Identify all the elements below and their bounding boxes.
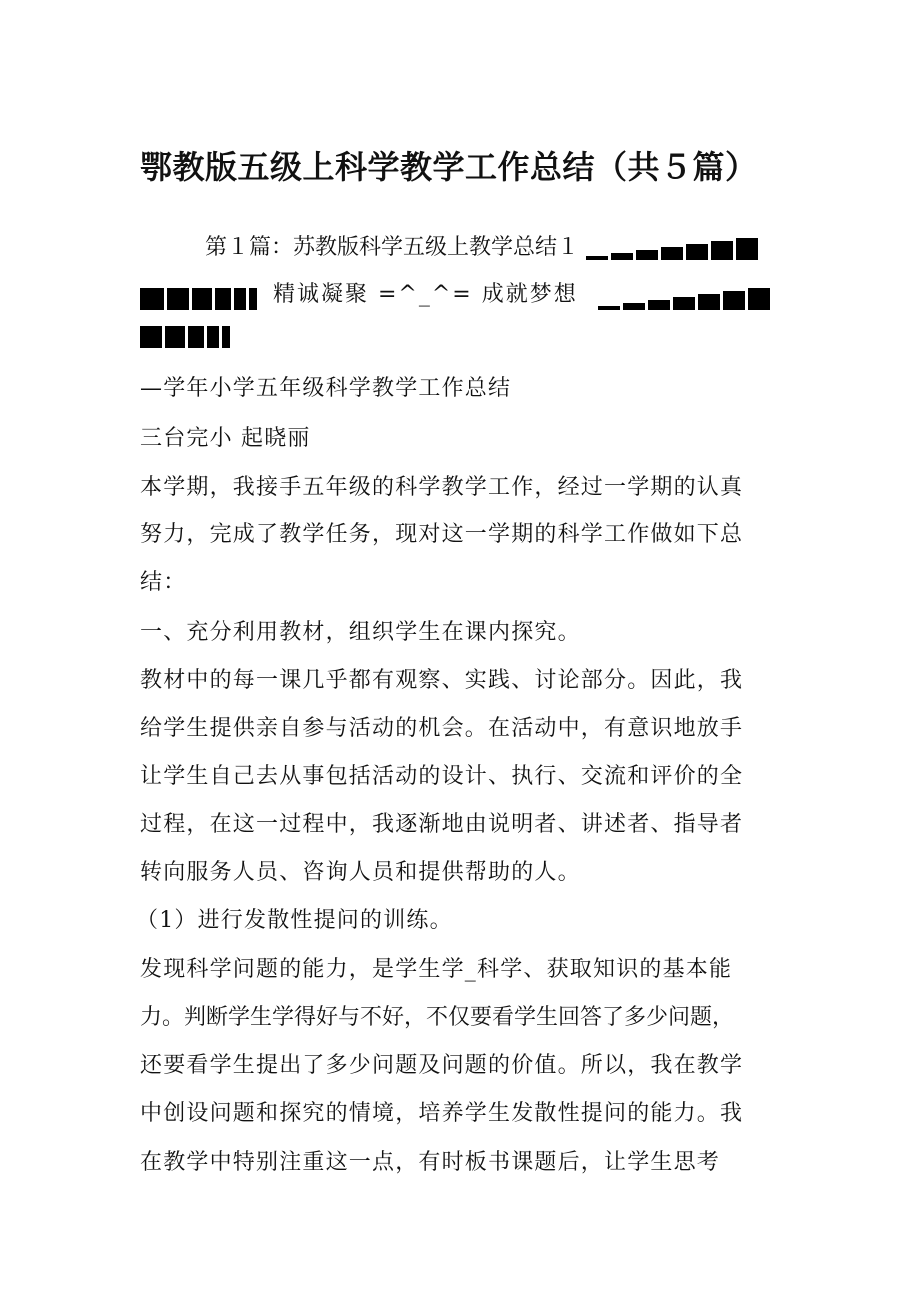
bar-block <box>636 250 658 260</box>
body-line: 让学生自己去从事包括活动的设计、执行、交流和评价的全 <box>140 764 744 789</box>
bar-block <box>192 288 212 310</box>
decorative-blocks-right <box>140 326 230 348</box>
bar-block <box>140 288 164 310</box>
bar-block <box>140 326 162 348</box>
bar-block <box>222 326 230 348</box>
bar-block <box>586 256 608 260</box>
body-line: 还要看学生提出了多少问题及问题的价值。所以，我在教学 <box>140 1053 744 1078</box>
body-line: 发现科学问题的能力，是学生学_科学、获取知识的基本能 <box>140 957 733 982</box>
document-title: 鄂教版五级上科学教学工作总结（共５篇） <box>140 148 758 186</box>
bar-block <box>234 288 246 310</box>
body-line: 教材中的每一课几乎都有观察、实践、讨论部分。因此，我 <box>140 668 744 693</box>
body-line: 在教学中特别注重这一点，有时板书课题后，让学生思考 <box>140 1150 721 1175</box>
bar-block <box>711 241 733 260</box>
bar-block <box>215 288 231 310</box>
bar-block <box>673 297 695 310</box>
decorative-bars-1 <box>586 238 758 260</box>
body-line: 过程，在这一过程中，我逐渐地由说明者、讲述者、指导者 <box>140 812 744 837</box>
body-line: —学年小学五年级科学教学工作总结 <box>140 376 512 401</box>
body-line: 结： <box>140 570 187 595</box>
bar-block <box>188 326 204 348</box>
body-line: 中创设问题和探究的情境，培养学生发散性提问的能力。我 <box>140 1101 744 1126</box>
bar-block <box>623 303 645 310</box>
intro-line <box>205 233 758 263</box>
bar-block <box>165 326 185 348</box>
bar-block <box>648 300 670 310</box>
bar-block <box>598 306 620 310</box>
bar-block <box>698 294 720 310</box>
section-heading: 一、充分利用教材，组织学生在课内探究。 <box>140 620 581 645</box>
bar-block <box>611 253 633 260</box>
bar-block <box>723 291 745 310</box>
bar-block <box>661 247 683 260</box>
bar-block <box>748 288 770 310</box>
decorative-blocks-left <box>140 288 257 310</box>
bar-block <box>207 326 219 348</box>
bar-block <box>686 244 708 260</box>
bar-block <box>736 238 758 260</box>
decorative-bars-2 <box>598 288 770 310</box>
body-line: 努力，完成了教学任务，现对这一学期的科学工作做如下总 <box>140 522 744 547</box>
subsection-heading: （1）进行发散性提问的训练。 <box>136 908 453 933</box>
body-line: 力。判断学生学得好与不好，不仅要看学生回答了多少问题， <box>140 1005 735 1030</box>
bar-block <box>249 288 257 310</box>
body-line: 本学期，我接手五年级的科学教学工作，经过一学期的认真 <box>140 475 744 500</box>
body-line: 给学生提供亲自参与活动的机会。在活动中，有意识地放手 <box>140 716 744 741</box>
banner-row-2 <box>140 326 230 348</box>
bar-block <box>167 288 189 310</box>
body-line: 转向服务人员、咨询人员和提供帮助的人。 <box>140 860 581 885</box>
intro-text: 第１篇：苏教版科学五级上教学总结１ <box>205 235 580 260</box>
banner-row <box>140 280 770 310</box>
banner-slogan: 精诚凝聚 =^_^= 成就梦想 <box>273 282 578 307</box>
body-line: 三台完小 起晓丽 <box>140 426 311 451</box>
